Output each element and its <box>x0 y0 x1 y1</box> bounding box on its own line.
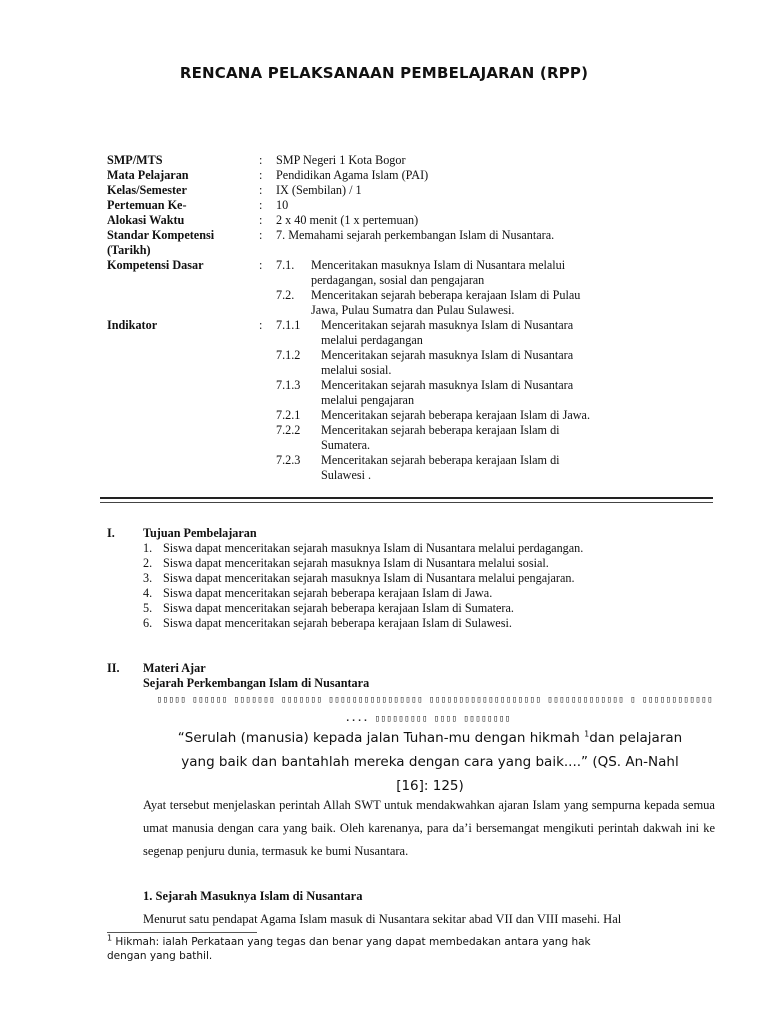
list-number: 4. <box>143 586 153 600</box>
quote-translation-line3: [16]: 125) <box>396 778 464 794</box>
kd-line: Menceritakan sejarah beberapa kerajaan Islam di Pulau <box>311 288 581 302</box>
indikator-line: Sulawesi . <box>321 468 372 482</box>
indikator-line: melalui sosial. <box>321 363 392 377</box>
arabic-verse-line2: .... ▯▯▯▯▯▯▯▯▯ ▯▯▯▯ ▯▯▯▯▯▯▯▯ <box>345 714 511 724</box>
indikator-num: 7.1.2 <box>276 348 301 362</box>
header-sep: : <box>259 198 263 212</box>
header-label-time: Alokasi Waktu <box>107 213 185 227</box>
indikator-line: Menceritakan sejarah beberapa kerajaan Islam di <box>321 423 560 437</box>
header-sep: : <box>259 228 263 242</box>
header-label-meeting: Pertemuan Ke- <box>107 198 187 212</box>
kd-num: 7.2. <box>276 288 295 302</box>
divider-thick <box>100 497 713 499</box>
list-item: Siswa dapat menceritakan sejarah beberapa kerajaan Islam di Sumatera. <box>163 601 514 615</box>
section-heading: Tujuan Pembelajaran <box>143 526 257 540</box>
indikator-num: 7.2.2 <box>276 423 301 437</box>
paragraph-explanation: Ayat tersebut menjelaskan perintah Allah SWT untuk mendakwahkan ajaran Islam yang sempurna kepada semua umat manusia dengan cara yang baik. Oleh karenanya, para da’i bersemangat mengikuti perintah dakwah ini ke segenap penjuru dunia, termasuk ke bumi Nusantara. <box>143 798 715 858</box>
header-label-standard-sub: (Tarikh) <box>107 243 151 257</box>
quote-translation-line2: yang baik dan bantahlah mereka dengan cara yang baik....” (QS. An-Nahl <box>181 754 679 770</box>
list-number: 1. <box>143 541 153 555</box>
list-number: 5. <box>143 601 153 615</box>
document-title: RENCANA PELAKSANAAN PEMBELAJARAN (RPP) <box>179 64 589 82</box>
list-number: 2. <box>143 556 153 570</box>
indikator-line: Menceritakan sejarah beberapa kerajaan Islam di Jawa. <box>321 408 590 422</box>
section-number: II. <box>107 661 120 675</box>
header-label-school: SMP/MTS <box>107 153 163 167</box>
indikator-line: Menceritakan sejarah masuknya Islam di Nusantara <box>321 378 574 392</box>
kd-line: Menceritakan masuknya Islam di Nusantara melalui <box>311 258 566 272</box>
quote-translation-line1: “Serulah (manusia) kepada jalan Tuhan-mu dengan hikmah $^1$dan pelajaran <box>177 729 683 746</box>
indikator-line: melalui pengajaran <box>321 393 415 407</box>
section-subheading: Sejarah Perkembangan Islam di Nusantara <box>143 676 370 690</box>
list-item: Siswa dapat menceritakan sejarah beberapa kerajaan Islam di Sulawesi. <box>163 616 512 630</box>
kd-line: perdagangan, sosial dan pengajaran <box>311 273 485 287</box>
list-number: 6. <box>143 616 153 630</box>
header-sep: : <box>259 213 263 227</box>
header-label-class: Kelas/Semester <box>107 183 187 197</box>
divider-thin <box>100 502 713 503</box>
arabic-verse-line1: ▯▯▯▯▯ ▯▯▯▯▯▯ ▯▯▯▯▯▯▯ ▯▯▯▯▯▯▯ ▯▯▯▯▯▯▯▯▯▯▯▯▯▯▯▯ ▯▯▯▯▯▯▯▯▯▯▯▯▯▯▯▯▯▯▯ ▯▯▯▯▯▯▯▯▯▯▯▯▯ ▯ ▯▯▯▯▯▯▯▯▯▯▯▯ <box>156 695 713 705</box>
list-item: Siswa dapat menceritakan sejarah masuknya Islam di Nusantara melalui pengajaran. <box>163 571 575 585</box>
section-number: I. <box>107 526 115 540</box>
header-label-subject: Mata Pelajaran <box>107 168 189 182</box>
subsection-heading: 1. Sejarah Masuknya Islam di Nusantara <box>143 889 363 903</box>
indikator-line: Menceritakan sejarah masuknya Islam di Nusantara <box>321 348 574 362</box>
header-value-standard: 7. Memahami sejarah perkembangan Islam di Nusantara. <box>276 228 555 242</box>
indikator-num: 7.2.3 <box>276 453 301 467</box>
indikator-num: 7.1.1 <box>276 318 301 332</box>
indikator-num: 7.2.1 <box>276 408 301 422</box>
header-sep: : <box>259 183 263 197</box>
indikator-line: melalui perdagangan <box>321 333 423 347</box>
kd-line: Jawa, Pulau Sumatra dan Pulau Sulawesi. <box>311 303 515 317</box>
list-item: Siswa dapat menceritakan sejarah masuknya Islam di Nusantara melalui perdagangan. <box>163 541 584 555</box>
paragraph-history: Menurut satu pendapat Agama Islam masuk di Nusantara sekitar abad VII dan VIII masehi. Hal <box>143 912 622 926</box>
header-sep: : <box>259 168 263 182</box>
list-item: Siswa dapat menceritakan sejarah masuknya Islam di Nusantara melalui sosial. <box>163 556 549 570</box>
footnote-line1: $^1$ Hikmah: ialah Perkataan yang tegas dan benar yang dapat membedakan antara yang hak <box>107 933 591 948</box>
kd-sep: : <box>259 258 263 272</box>
header-value-class: IX (Sembilan) / 1 <box>276 183 362 197</box>
section-heading: Materi Ajar <box>143 661 206 675</box>
footnote-line2: dengan yang bathil. <box>107 950 213 962</box>
indikator-sep: : <box>259 318 263 332</box>
indikator-line: Menceritakan sejarah masuknya Islam di Nusantara <box>321 318 574 332</box>
kd-label: Kompetensi Dasar <box>107 258 204 272</box>
header-value-meeting: 10 <box>276 198 289 212</box>
kd-num: 7.1. <box>276 258 295 272</box>
header-sep: : <box>259 153 263 167</box>
header-value-school: SMP Negeri 1 Kota Bogor <box>276 153 406 167</box>
header-value-subject: Pendidikan Agama Islam (PAI) <box>276 168 429 182</box>
header-label-standard: Standar Kompetensi <box>107 228 215 242</box>
footnote-mark: 1 <box>107 933 113 943</box>
indikator-num: 7.1.3 <box>276 378 301 392</box>
list-item: Siswa dapat menceritakan sejarah beberapa kerajaan Islam di Jawa. <box>163 586 493 600</box>
footnote-divider <box>107 932 257 933</box>
footnote-ref: 1 <box>584 729 590 739</box>
list-number: 3. <box>143 571 153 585</box>
indikator-line: Sumatera. <box>321 438 371 452</box>
header-value-time: 2 x 40 menit (1 x pertemuan) <box>276 213 419 227</box>
indikator-label: Indikator <box>107 318 158 332</box>
indikator-line: Menceritakan sejarah beberapa kerajaan Islam di <box>321 453 560 467</box>
